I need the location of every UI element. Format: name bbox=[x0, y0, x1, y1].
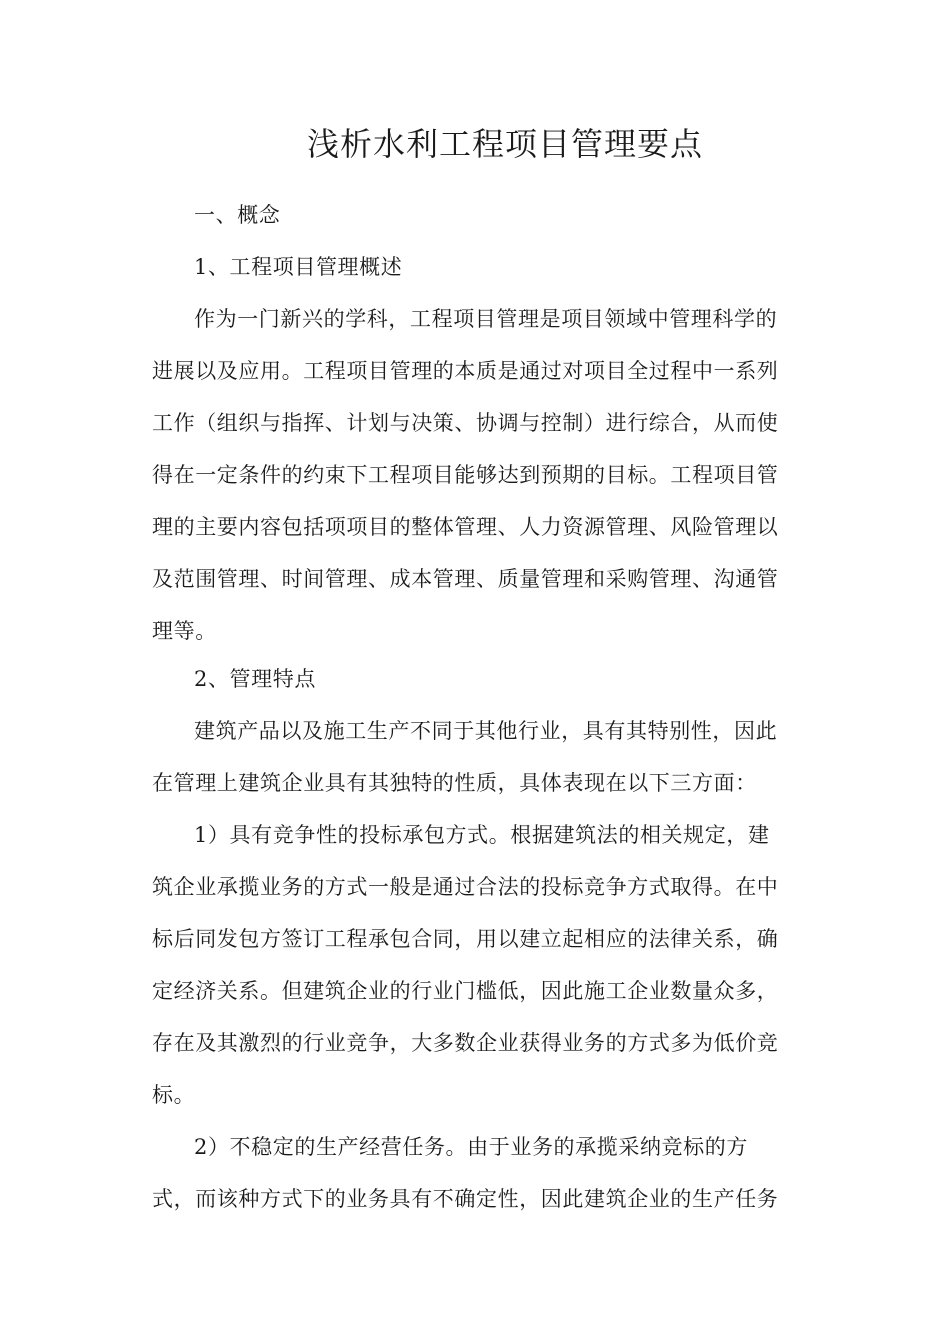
paragraph-line: 建筑产品以及施工生产不同于其他行业，具有其特别性，因此 bbox=[194, 719, 778, 743]
paragraph-line: 理等。 bbox=[152, 619, 217, 643]
subheading-overview: 1、工程项目管理概述 bbox=[194, 255, 403, 279]
paragraph-line: 1）具有竞争性的投标承包方式。根据建筑法的相关规定，建 bbox=[194, 823, 770, 847]
paragraph-line: 式，而该种方式下的业务具有不确定性，因此建筑企业的生产任务 bbox=[152, 1187, 779, 1211]
paragraph-line: 及范围管理、时间管理、成本管理、质量管理和采购管理、沟通管 bbox=[152, 567, 779, 591]
paragraph-line: 理的主要内容包括项项目的整体管理、人力资源管理、风险管理以 bbox=[152, 515, 779, 539]
paragraph-line: 进展以及应用。工程项目管理的本质是通过对项目全过程中一系列 bbox=[152, 359, 779, 383]
paragraph-line: 标后同发包方签订工程承包合同，用以建立起相应的法律关系，确 bbox=[152, 927, 779, 951]
paragraph-line: 在管理上建筑企业具有其独特的性质，具体表现在以下三方面： bbox=[152, 771, 757, 795]
paragraph-line: 2）不稳定的生产经营任务。由于业务的承揽采纳竞标的方 bbox=[194, 1135, 748, 1159]
document-title: 浅析水利工程项目管理要点 bbox=[306, 125, 703, 163]
paragraph-line: 存在及其激烈的行业竞争，大多数企业获得业务的方式多为低价竞 bbox=[152, 1031, 779, 1055]
paragraph-line: 标。 bbox=[152, 1083, 196, 1107]
paragraph-line: 定经济关系。但建筑企业的行业门槛低，因此施工企业数量众多， bbox=[152, 979, 779, 1003]
paragraph-line: 筑企业承揽业务的方式一般是通过合法的投标竞争方式取得。在中 bbox=[152, 875, 779, 899]
paragraph-line: 工作（组织与指挥、计划与决策、协调与控制）进行综合，从而使 bbox=[152, 411, 779, 435]
paragraph-line: 作为一门新兴的学科，工程项目管理是项目领域中管理科学的 bbox=[194, 307, 778, 331]
subheading-features: 2、管理特点 bbox=[194, 667, 316, 691]
paragraph-line: 得在一定条件的约束下工程项目能够达到预期的目标。工程项目管 bbox=[152, 463, 779, 487]
heading-concept: 一、概念 bbox=[194, 203, 281, 227]
